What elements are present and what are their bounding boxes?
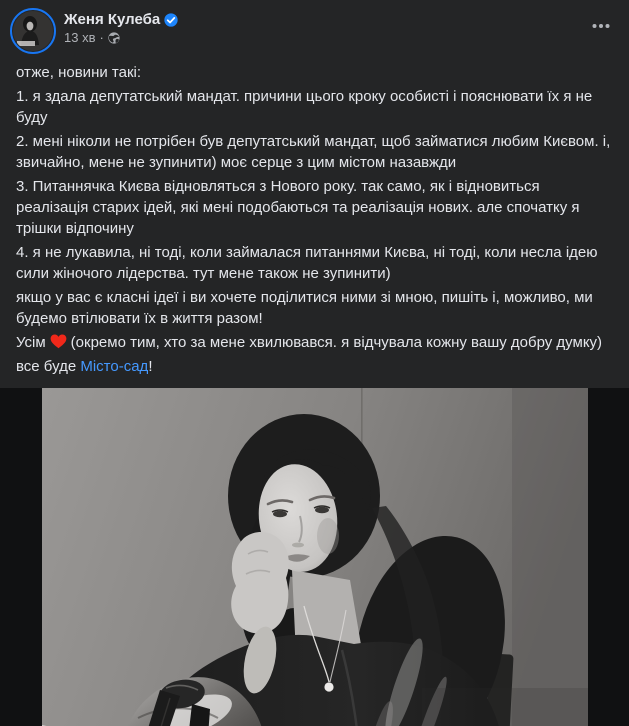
post-paragraph: 1. я здала депутатський мандат. причини цього кроку особисті і пояснювати їх я не буду [16, 88, 593, 126]
post-paragraph: 4. я не лукавила, ні тоді, коли займалася питаннями Києва, ні тоді, коли несла ідею сили жіночого лідерства. тут мене також не зупинити) [16, 244, 598, 282]
woman-portrait-photo [42, 388, 588, 726]
paragraph-text: все буде [16, 358, 81, 375]
post-text [0, 58, 629, 388]
audience-globe-icon [108, 32, 120, 44]
post-paragraph: 3. Питаннячка Києва відновляться з Нового року. так само, як і відновиться реалізація старих ідей, які мені подобаються та реалізація нових. але спочатку я трішки відпочину [16, 178, 580, 237]
meta-separator: · [99, 30, 104, 45]
paragraph-text: ! [148, 358, 153, 375]
heart-emoji-icon [50, 334, 67, 349]
avatar-portrait-icon [13, 11, 53, 51]
timestamp[interactable]: 13 хв [64, 30, 96, 45]
post-meta [64, 30, 178, 46]
post-paragraph: отже, новини такі: [16, 64, 142, 81]
more-options-button[interactable] [585, 10, 617, 42]
post-paragraph [16, 356, 613, 377]
paragraph-text: Усім [16, 334, 46, 351]
avatar-photo [13, 11, 53, 51]
verified-badge-icon [164, 13, 178, 27]
name-row [64, 10, 178, 29]
avatar[interactable] [10, 8, 56, 54]
paragraph-text: (окремо тим, хто за мене хвилювався. я відчувала кожну вашу добру думку) [70, 334, 603, 351]
ellipsis-icon [591, 16, 611, 36]
post-paragraph: якщо у вас є класні ідеї і ви хочете поділитися ними зі мною, пишіть і, можливо, ми будемо втілювати їх в життя разом! [16, 289, 593, 327]
header-text [64, 8, 178, 46]
misto-sad-link[interactable]: Місто-сад [80, 358, 149, 375]
author-name[interactable]: Женя Кулеба [64, 11, 161, 28]
post-paragraph [16, 332, 613, 353]
post-photo[interactable] [0, 388, 629, 726]
post-paragraph: 2. мені ніколи не потрібен був депутатський мандат, щоб займатися любим Києвом. і, звичайно, мене не зупинити) моє серце з цим містом назавжди [16, 133, 611, 171]
post-header [0, 0, 629, 58]
